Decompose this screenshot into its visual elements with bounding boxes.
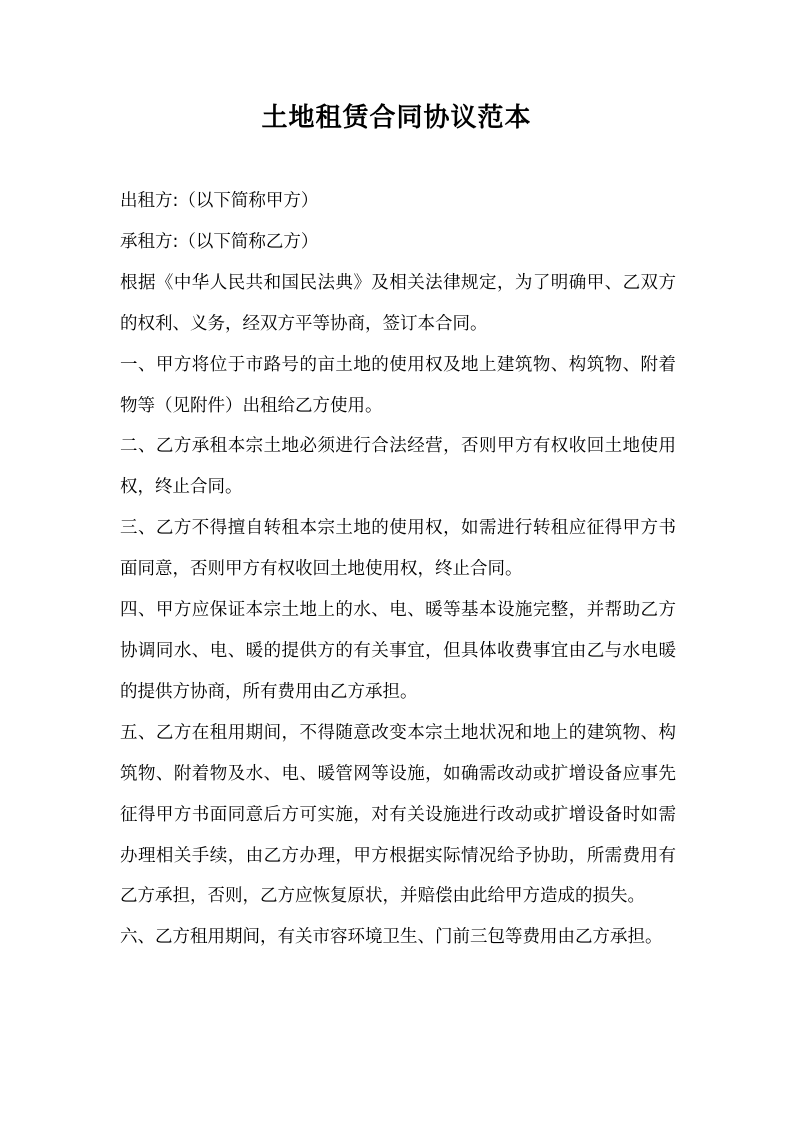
document-body — [120, 181, 676, 958]
paragraph-lessee: 承租方:（以下简称乙方） — [120, 231, 319, 252]
paragraph-clause-4: 四、甲方应保证本宗土地上的水、电、暖等基本设施完整，并帮助乙方协调同水、电、暖的提供方的有关事宜，但具体收费事宜由乙与水电暖的提供方协商，所有费用由乙方承担。 — [120, 600, 676, 702]
paragraph-clause-6: 六、乙方租用期间，有关市容环境卫生、门前三包等费用由乙方承担。 — [120, 927, 663, 948]
paragraph-clause-5: 五、乙方在租用期间，不得随意改变本宗土地状况和地上的建筑物、构筑物、附着物及水、电、暖管网等设施，如确需改动或扩增设备应事先征得甲方书面同意后方可实施，对有关设施进行改动或扩增设备时如需办理相关手续，由乙方办理，甲方根据实际情况给予协助，所需费用有乙方承担，否则，乙方应恢复原状，并赔偿由此给甲方造成的损失。 — [120, 722, 676, 907]
paragraph-clause-1: 一、甲方将位于市路号的亩土地的使用权及地上建筑物、构筑物、附着物等（见附件）出租给乙方使用。 — [120, 354, 676, 416]
paragraph-preamble: 根据《中华人民共和国民法典》及相关法律规定，为了明确甲、乙双方的权利、义务，经双方平等协商，签订本合同。 — [120, 272, 676, 334]
paragraph-lessor: 出租方:（以下简称甲方） — [120, 191, 319, 211]
paragraph-clause-3: 三、乙方不得擅自转租本宗土地的使用权，如需进行转租应征得甲方书面同意，否则甲方有权收回土地使用权，终止合同。 — [120, 518, 676, 580]
paragraph-clause-2: 二、乙方承租本宗土地必须进行合法经营，否则甲方有权收回土地使用权，终止合同。 — [120, 436, 676, 498]
document-title: 土地租赁合同协议范本 — [261, 103, 532, 133]
